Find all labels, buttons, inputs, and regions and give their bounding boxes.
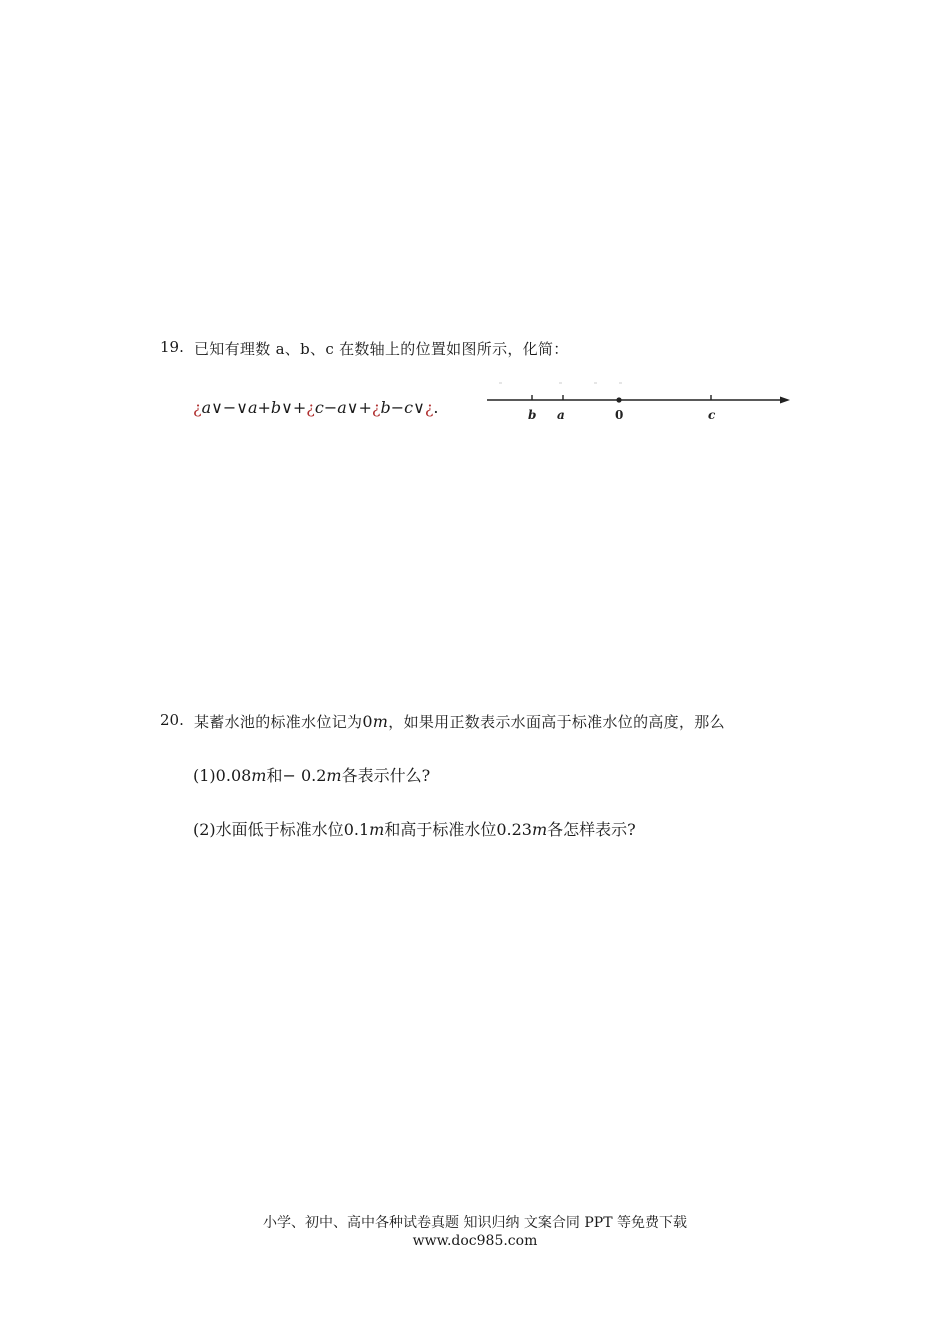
- expr-var-c: c: [404, 398, 414, 417]
- part-1-unit-1: m: [251, 766, 267, 785]
- expr-glyph: ¿: [306, 398, 315, 417]
- number-line-figure: [484, 378, 794, 428]
- expr-var-a: a: [247, 398, 258, 417]
- part-1-value-1: 0.08: [215, 766, 252, 785]
- question-20-part-2: [193, 817, 636, 840]
- expr-var-a: a: [337, 398, 347, 417]
- expr-op: ∨+: [346, 398, 372, 417]
- expr-op: ∨−∨: [211, 398, 248, 417]
- label-zero: 0: [615, 408, 624, 422]
- expr-var-b: b: [380, 398, 391, 417]
- part-2-unit-2: m: [531, 820, 548, 839]
- question-19-number: 19.: [160, 338, 184, 356]
- expr-glyph: ¿: [371, 398, 381, 417]
- expr-op: +: [257, 398, 271, 417]
- expr-glyph: ¿: [193, 398, 202, 417]
- expr-op: −: [323, 398, 338, 417]
- part-1-label: (1): [193, 766, 216, 785]
- q20-text-after: ，如果用正数表示水面高于标准水位的高度，那么: [388, 713, 725, 731]
- part-2-unit-1: m: [369, 820, 385, 839]
- question-19-text: 已知有理数 a、b、c 在数轴上的位置如图所示，化简：: [194, 340, 569, 358]
- question-19-expression: [193, 398, 439, 417]
- expr-var-c: c: [314, 398, 324, 417]
- part-1-unit-2: m: [326, 766, 342, 785]
- question-20-text: [194, 711, 725, 732]
- question-20-part-1: [193, 763, 430, 786]
- expr-glyph: ¿: [424, 398, 434, 417]
- expr-var-a: a: [201, 398, 212, 417]
- part-2-value-1: 0.1: [343, 820, 370, 839]
- q20-text-before: 某蓄水池的标准水位记为: [194, 713, 363, 731]
- tick-origin-dot: [616, 397, 621, 402]
- footer-url[interactable]: www.doc985.com: [412, 1233, 538, 1249]
- q20-zero: 0: [362, 712, 373, 731]
- expr-period: .: [433, 398, 439, 417]
- part-2-text-1: 水面低于标准水位: [215, 820, 344, 839]
- footer-line-1: 小学、初中、高中各种试卷真题 知识归纳 文案合同 PPT 等免费下载: [263, 1215, 687, 1231]
- part-1-tail: 各表示什么?: [341, 766, 431, 785]
- part-2-value-2: 0.23: [496, 820, 532, 839]
- part-2-label: (2): [193, 820, 216, 839]
- part-1-and: 和: [266, 766, 283, 785]
- question-20-number: 20.: [160, 711, 184, 729]
- label-a: a: [557, 408, 565, 422]
- expr-var-b: b: [270, 398, 282, 417]
- expr-op: −: [390, 398, 405, 417]
- expr-op: ∨+: [281, 398, 307, 417]
- part-1-value-2: − 0.2: [282, 766, 327, 785]
- expr-op: ∨: [413, 398, 425, 417]
- number-line-arrow-icon: [780, 397, 790, 404]
- part-2-tail: 各怎样表示?: [547, 820, 636, 839]
- label-c: c: [708, 408, 716, 422]
- part-2-text-2: 和高于标准水位: [384, 820, 497, 839]
- q20-unit: m: [372, 712, 389, 731]
- label-b: b: [528, 408, 537, 422]
